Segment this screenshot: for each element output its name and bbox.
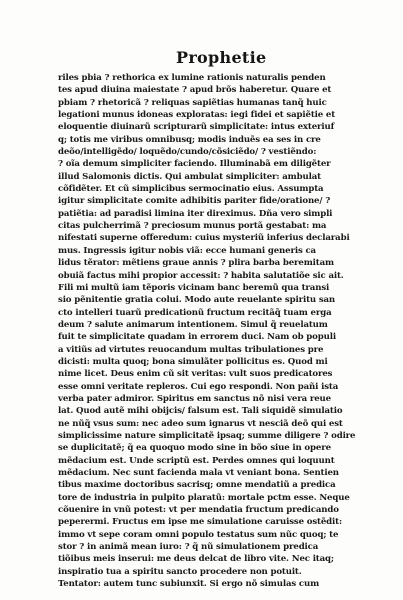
text-line: legationi munus idoneas exploratas: iegi fidei et sapiẽtie et: [58, 110, 336, 121]
text-line: patiẽtia: ad paradisi limina iter direximus. Dña vero simpli: [58, 208, 333, 219]
text-line: nifestati superne offeredum: cuius mysteriũ inferius declarabi: [58, 233, 350, 244]
text-line: riles pbia ? rethorica ex lumine rationis naturalis penden: [58, 73, 326, 83]
text-line: peperermi. Fructus em ipse me simulatione caruisse ostẽdit:: [58, 517, 343, 528]
text-line: deõo/intelligẽdo/ loquẽdo/cundo/cõsiciẽdo/ ? vestiẽndo:: [58, 147, 317, 158]
text-line: Tentator: autem tunc subiunxit. Si ergo nõ simulas cum: [58, 579, 320, 590]
text-line: obuiã factus mihi propior accessit: ? habita salutatiõe sic ait.: [58, 270, 344, 281]
text-line: citas pulcherrimã ? preciosum munus portã gestabat: ma: [58, 221, 327, 232]
text-line: a vitiũs ad virtutes reuocandum multas tribulationes pre: [58, 344, 324, 355]
text-line: tibus maxime doctoribus sacrisq; omne mendatiũ a predica: [58, 480, 336, 491]
body-text: [58, 72, 363, 590]
text-line: inspiratio tua a spiritu sancto procedere non potuit.: [58, 566, 302, 577]
text-line: igitur simplicitate comite adhibitis pariter fide/oratione/ ?: [58, 196, 331, 207]
text-line: mẽdacium est. Unde scriptũ est. Perdes omnes qui loquunt: [58, 455, 335, 466]
text-line: se duplicitatẽ; q̃ ea quoquo modo sine in bõo siue in opere: [58, 443, 331, 454]
text-line: ? oĩa demum simpliciter faciendo. Illuminabã em diligẽter: [58, 159, 331, 170]
text-line: cõuenire in vnũ potest: vt per mendatia fructum predicando: [58, 505, 339, 516]
text-line: Fili mi multũ iam tẽporis vicinam banc beremũ qua transi: [58, 282, 330, 293]
text-line: q; totis me viribus omnibusq; modis induẽs ea ses in cre: [58, 134, 321, 145]
text-line: tiõibus meis inserui: me deus delcat de libro vite. Nec itaq;: [58, 554, 334, 565]
text-line: illud Salomonis dictis. Qui ambulat simpliciter: ambulat: [58, 171, 321, 182]
text-line: mus. Ingressis igitur nobis viã: ecce humani generis ca: [58, 245, 316, 256]
text-line: eloquentie diuinarũ scripturarũ simplicitate: intus exteriuf: [58, 122, 335, 133]
text-line: mẽdacium. Nec sunt facienda mala vt veniant bona. Sentien: [58, 468, 339, 478]
text-line: tes apud diuina maiestate ? apud brõs haberetur. Quare et: [58, 85, 332, 96]
text-line: dicisti: multa quoq; bona simulãter pollicitus es. Quod mi: [58, 356, 328, 367]
text-line: cõfidẽter. Et cũ simplicibus sermocinatio eius. Assumpta: [58, 184, 324, 195]
text-line: verba pater admiror. Spiritus em sanctus nõ nisi vera reue: [58, 393, 331, 404]
text-line: immo vt sepe coram omni populo testatus sum nũc quoq; te: [58, 529, 339, 540]
text-line: nime licet. Deus enim cũ sit veritas: vult suos predicatores: [58, 369, 333, 380]
text-line: stor ? in animã mean iuro: ? q̃ nũ simulationem predica: [58, 542, 319, 553]
text-line: tore de industria in pulpito plaratũ: mortale pctm esse. Neque: [58, 492, 350, 503]
text-line: fuit te simplicitate quadam in errorem duci. Nam ob populi: [58, 332, 336, 343]
text-line: pbiam ? rhetoricã ? reliquas sapiẽtias humanas tanq̃ huic: [58, 97, 327, 108]
text-line: lidus tẽrator: mẽtiens graue annis ? plira barba beremitam: [58, 258, 334, 269]
text-line: deum ? salute animarum intentionem. Simul q̃ reuelatum: [58, 319, 328, 330]
text-line: lat. Quod autẽ mihi obijcis/ falsum est. Tali siquidẽ simulatio: [58, 406, 343, 417]
text-line: sio pẽnitentie gratia colui. Modo aute reuelante spiritu san: [58, 295, 336, 306]
text-line: cto intelleri tuarũ predicationũ fructum recitãq̃ tuam erga: [58, 307, 332, 318]
running-head: Prophetie: [176, 48, 267, 67]
text-line: ne nũq̃ vsus sum: nec adeo sum ignarus vt nesciã deõ qui est: [58, 418, 343, 429]
text-line: esse omni veritate repleros. Cui ego respondi. Non pañi ista: [58, 381, 339, 392]
text-line: simplicissime nature simplicitatẽ ipsaq; summe diligere ? odire: [58, 430, 356, 441]
